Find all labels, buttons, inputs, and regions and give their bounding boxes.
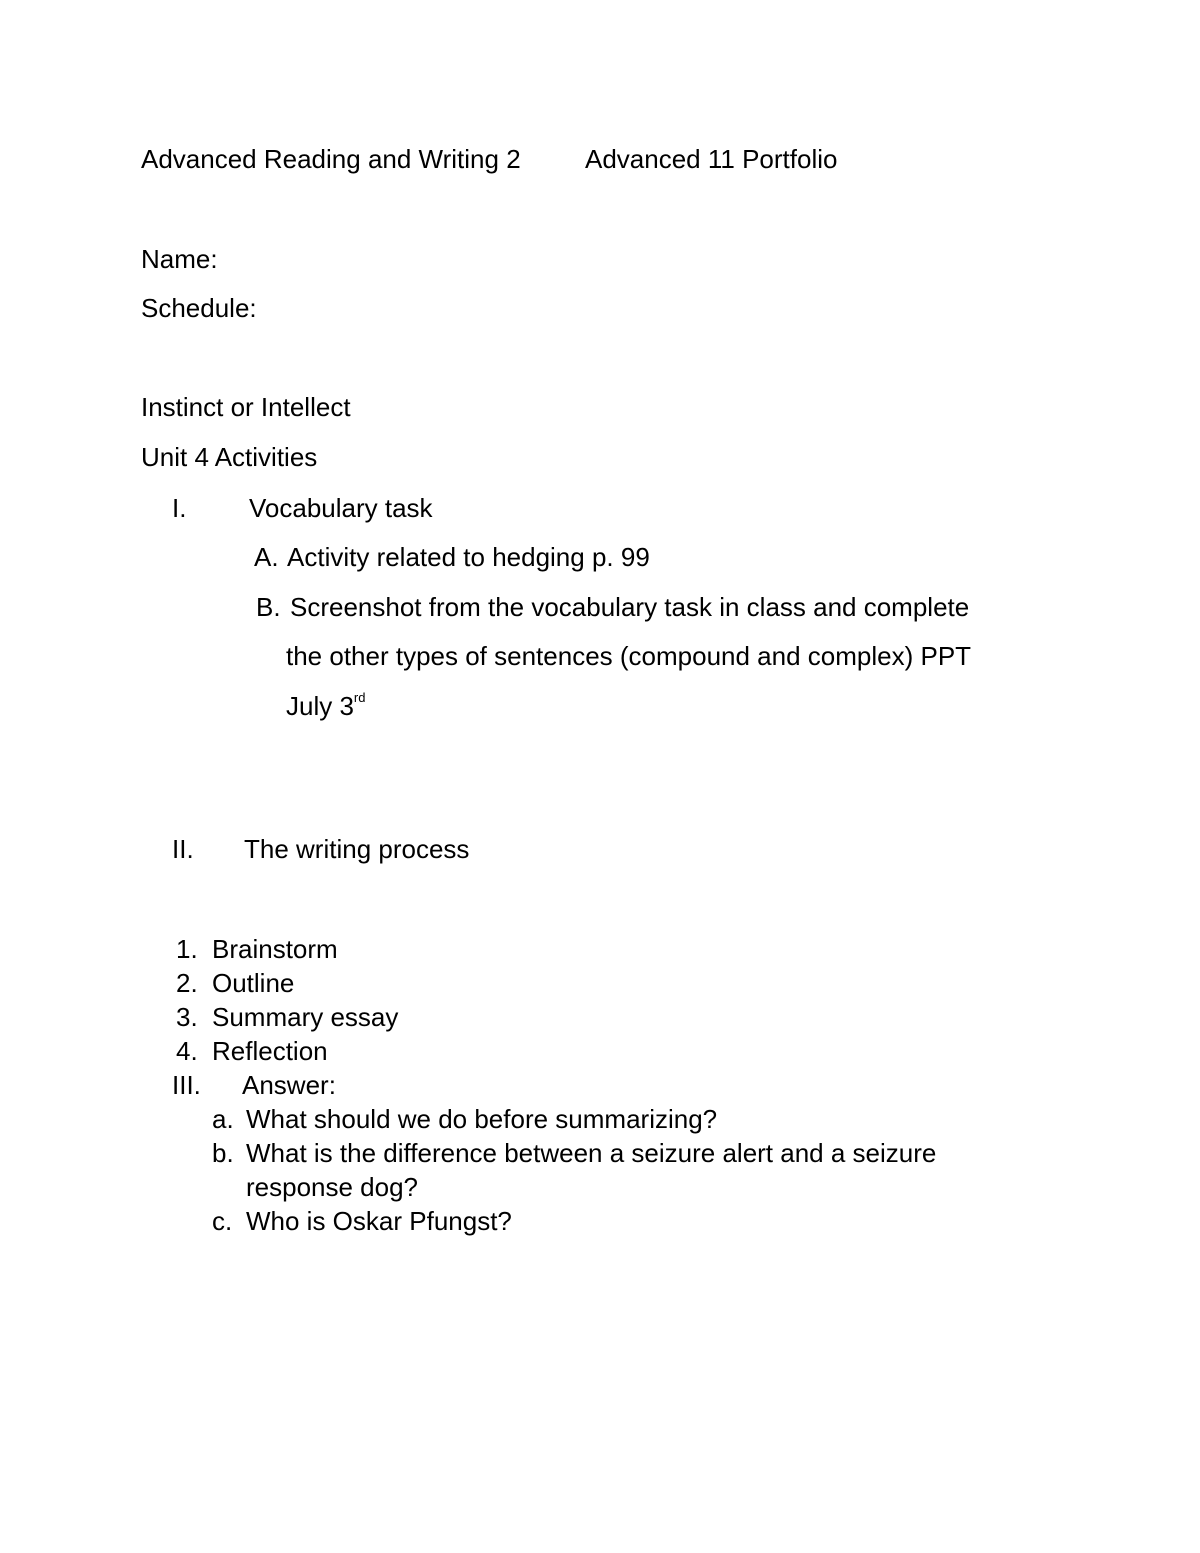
unit-subtitle: Unit 4 Activities [141, 442, 318, 472]
question-c-letter: c. [212, 1206, 233, 1236]
unit-title: Instinct or Intellect [141, 392, 351, 422]
section-3-numeral: III. [172, 1070, 201, 1100]
step-2-number: 2. [176, 968, 198, 998]
question-a-text: What should we do before summarizing? [246, 1104, 718, 1134]
schedule-label: Schedule: [141, 293, 257, 323]
section-2-title: The writing process [244, 834, 470, 864]
step-4-text: Reflection [212, 1036, 328, 1066]
portfolio-title: Advanced 11 Portfolio [585, 144, 838, 174]
vocab-item-b-marker: B. [256, 592, 281, 622]
question-b-letter: b. [212, 1138, 234, 1168]
question-b-continuation: response dog? [246, 1172, 419, 1202]
course-title: Advanced Reading and Writing 2 [141, 144, 521, 174]
name-label: Name: [141, 244, 218, 274]
question-a-letter: a. [212, 1104, 234, 1134]
question-c-text: Who is Oskar Pfungst? [246, 1206, 512, 1236]
step-1-text: Brainstorm [212, 934, 338, 964]
vocab-item-b-text: Screenshot from the vocabulary task in class and complete [290, 592, 970, 622]
step-4-number: 4. [176, 1036, 198, 1066]
vocab-item-b-date [286, 690, 366, 721]
vocab-item-a-marker: A. [254, 542, 279, 572]
vocab-item-b-date-ordinal: rd [353, 690, 366, 705]
step-1-number: 1. [176, 934, 198, 964]
step-3-number: 3. [176, 1002, 198, 1032]
step-3-text: Summary essay [212, 1002, 399, 1032]
section-1-title: Vocabulary task [249, 493, 433, 523]
question-b-text: What is the difference between a seizure alert and a seizure [246, 1138, 937, 1168]
section-1-numeral: I. [172, 493, 187, 523]
vocab-item-b-date-text: July 3 [286, 691, 354, 721]
vocab-item-b-continuation: the other types of sentences (compound and complex) PPT [286, 641, 972, 671]
vocab-item-a-text: Activity related to hedging p. 99 [287, 542, 650, 572]
step-2-text: Outline [212, 968, 295, 998]
section-3-title: Answer: [242, 1070, 336, 1100]
section-2-numeral: II. [172, 834, 194, 864]
